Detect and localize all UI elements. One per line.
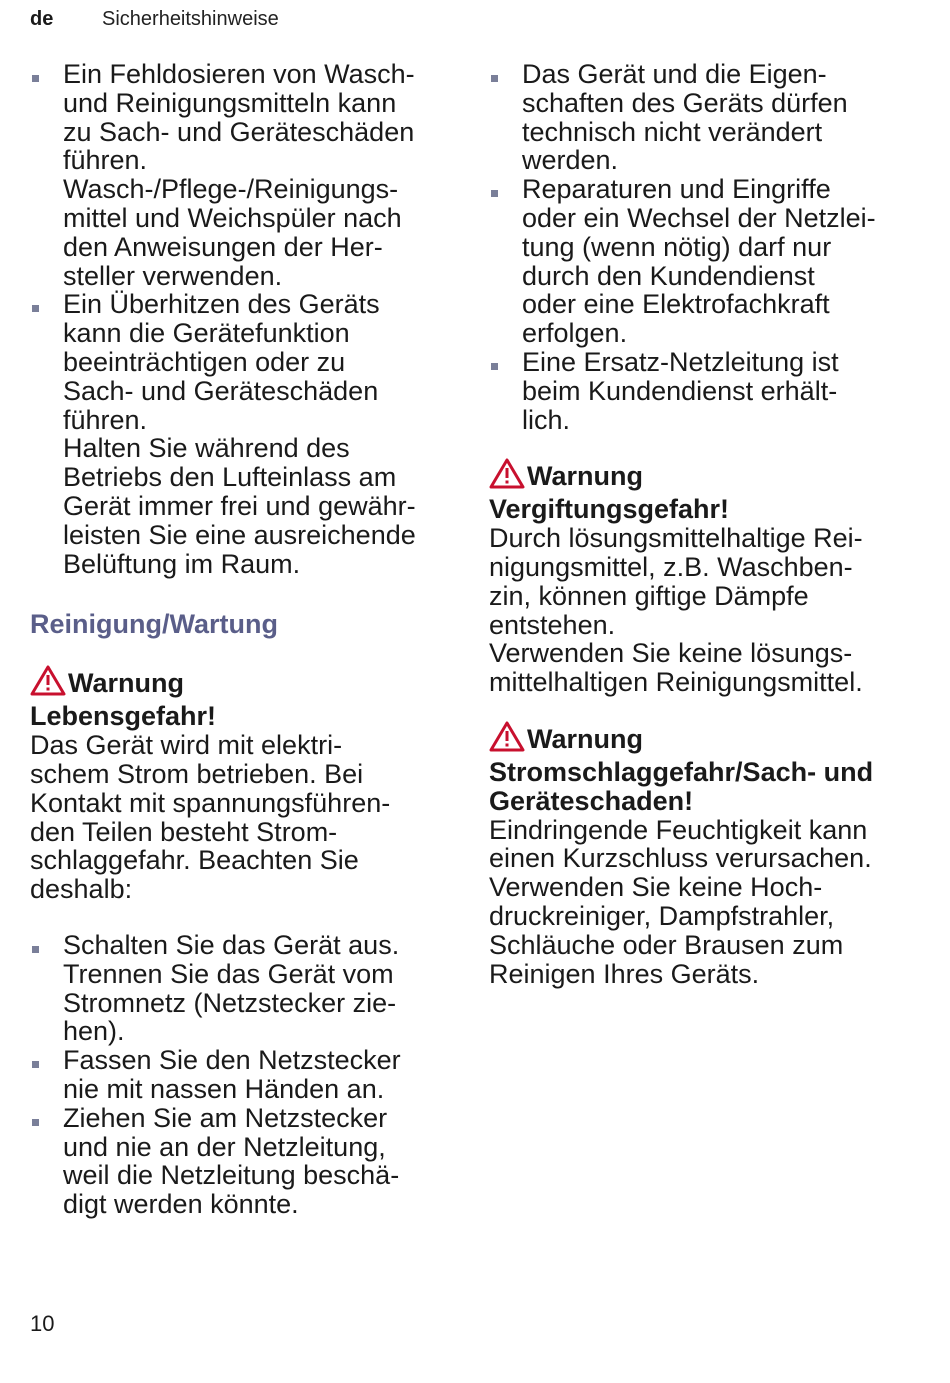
warning-body: Eindringende Feuchtigkeit kann einen Kurzschluss verursachen. Verwenden Sie keine Hoch- druckreiniger, Dampfstrahler, Schläuche oder Brausen zum Reinigen Ihres Geräts.: [489, 814, 872, 989]
warning-body: Durch lösungsmittelhaltige Rei- nigungsmittel, z.B. Waschben- zin, können giftige Dämpfe entstehen. Verwenden Sie keine lösungs- mittelhaltigen Reinigungsmittel.: [489, 523, 863, 698]
list-item: Eine Ersatz-Netzleitung ist beim Kundendienst erhält- lich.: [489, 348, 929, 434]
section-title: Sicherheitshinweise: [102, 8, 279, 30]
warning-title: Warnung: [30, 665, 455, 702]
list-item: Fassen Sie den Netzstecker nie mit nassen Händen an.: [30, 1046, 455, 1104]
warning-subtitle: Lebensgefahr!: [30, 701, 217, 732]
list-item: Ein Überhitzen des Geräts kann die Gerätefunktion beeinträchtigen oder zu Sach- und Geräteschäden führen. Halten Sie während des Betriebs den Lufteinlass am Gerät immer frei und gewähr- leisten Sie eine ausreichende Belüftung im Raum.: [30, 290, 455, 578]
electric-safety-list: [30, 931, 455, 1219]
safety-list-left: [30, 60, 455, 578]
list-item: Ein Fehldosieren von Wasch- und Reinigungsmitteln kann zu Sach- und Geräteschäden führen. Wasch-/Pflege-/Reinigungs- mittel und Weichspüler nach den Anweisungen der Her- steller verwenden.: [30, 60, 455, 290]
warning-body: Das Gerät wird mit elektri- schem Strom betrieben. Bei Kontakt mit spannungsführen- den Teilen besteht Strom- schlaggefahr. Beachten Sie deshalb:: [30, 730, 391, 905]
warning-triangle-icon: [489, 458, 525, 495]
warning-triangle-icon: [30, 665, 66, 702]
warning-title: Warnung: [489, 721, 929, 758]
list-item: Ziehen Sie am Netzstecker und nie an der Netzleitung, weil die Netzleitung beschä- digt werden könnte.: [30, 1104, 455, 1219]
page-number: 10: [30, 1311, 55, 1336]
warning-title: Warnung: [489, 458, 929, 495]
warning-triangle-icon: [489, 721, 525, 758]
list-item: Reparaturen und Eingriffe oder ein Wechsel der Netzlei- tung (wenn nötig) darf nur durch den Kundendienst oder eine Elektrofachkraft erfolgen.: [489, 175, 929, 348]
list-item: Schalten Sie das Gerät aus. Trennen Sie das Gerät vom Stromnetz (Netzstecker zie- hen).: [30, 931, 455, 1046]
list-item: Das Gerät und die Eigen- schaften des Geräts dürfen technisch nicht verändert werden.: [489, 60, 929, 175]
warning-subtitle: Vergiftungsgefahr!: [489, 494, 730, 525]
right-column: [489, 60, 929, 988]
warning-subtitle: Stromschlaggefahr/Sach- und Geräteschaden!: [489, 756, 874, 816]
section-subheading: Reinigung/Wartung: [30, 609, 278, 640]
safety-list-right: [489, 60, 929, 434]
left-column: [30, 60, 455, 1219]
language-code: de: [30, 8, 54, 30]
